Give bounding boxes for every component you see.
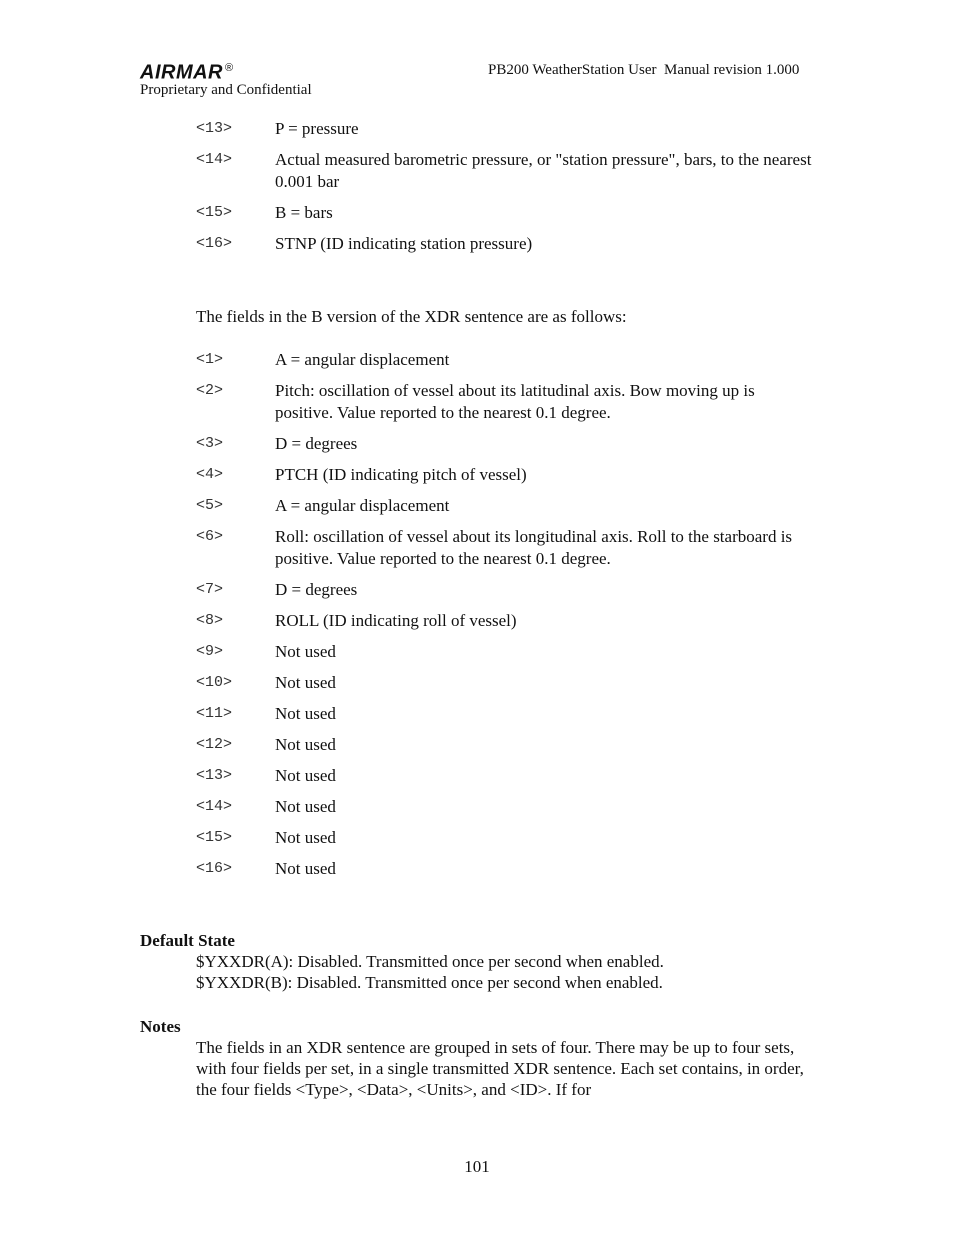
field-list-b — [196, 349, 816, 889]
field-key: <15> — [196, 829, 233, 846]
document-title: PB200 WeatherStation User Manual revision 1.000 — [488, 62, 800, 78]
default-state-line: $YXXDR(A): Disabled. Transmitted once per second when enabled. — [196, 952, 664, 971]
field-key: <8> — [196, 612, 224, 629]
field-value: Roll: oscillation of vessel about its longitudinal axis. Roll to the starboard is positive. Value reported to the nearest 0.1 degree. — [275, 527, 793, 568]
notes-body: The fields in an XDR sentence are grouped in sets of four. There may be up to four sets, with four fields per set, in a single transmitted XDR sentence. Each set contains, in order, the four fields <Type>, <Data>, <Units>, and <ID>. If for — [196, 1038, 804, 1099]
brand-name: AIRMAR — [140, 61, 223, 84]
field-value: D = degrees — [275, 434, 358, 453]
default-state-line: $YXXDR(B): Disabled. Transmitted once per second when enabled. — [196, 973, 663, 992]
list-item — [196, 118, 816, 149]
field-key: <10> — [196, 674, 233, 691]
field-key: <16> — [196, 860, 233, 877]
list-item — [196, 526, 816, 579]
field-value: Not used — [275, 642, 336, 661]
default-state-heading: Default State — [140, 931, 235, 950]
default-state-body — [196, 951, 816, 993]
list-item — [196, 202, 816, 233]
list-item — [196, 349, 816, 380]
registered-mark: ® — [225, 62, 234, 74]
field-value: Pitch: oscillation of vessel about its latitudinal axis. Bow moving up is positive. Value reported to the nearest 0.1 degree. — [275, 381, 755, 422]
list-item — [196, 703, 816, 734]
list-item — [196, 495, 816, 526]
list-item — [196, 464, 816, 495]
field-key: <13> — [196, 767, 233, 784]
field-value: Not used — [275, 673, 336, 692]
notes-heading: Notes — [140, 1017, 181, 1036]
field-key: <16> — [196, 235, 233, 252]
field-value: Not used — [275, 704, 336, 723]
field-value: Not used — [275, 828, 336, 847]
field-key: <12> — [196, 736, 233, 753]
field-key: <7> — [196, 581, 224, 598]
field-value: B = bars — [275, 203, 333, 222]
field-list-a-tail — [196, 118, 816, 264]
field-key: <14> — [196, 151, 233, 168]
list-item — [196, 765, 816, 796]
list-item — [196, 858, 816, 889]
list-b-intro: The fields in the B version of the XDR sentence are as follows: — [196, 307, 627, 326]
field-value: Not used — [275, 735, 336, 754]
field-key: <13> — [196, 120, 233, 137]
field-key: <15> — [196, 204, 233, 221]
field-value: Not used — [275, 797, 336, 816]
list-item — [196, 380, 816, 433]
field-value: P = pressure — [275, 119, 359, 138]
field-key: <6> — [196, 528, 224, 545]
field-key: <5> — [196, 497, 224, 514]
field-value: Not used — [275, 766, 336, 785]
confidential-notice: Proprietary and Confidential — [140, 82, 312, 98]
list-item — [196, 641, 816, 672]
list-item — [196, 233, 816, 264]
field-value: STNP (ID indicating station pressure) — [275, 234, 533, 253]
field-value: ROLL (ID indicating roll of vessel) — [275, 611, 517, 630]
list-item — [196, 579, 816, 610]
field-value: Actual measured barometric pressure, or "station pressure", bars, to the nearest 0.001 bar — [275, 150, 812, 191]
field-key: <4> — [196, 466, 224, 483]
field-value: D = degrees — [275, 580, 358, 599]
list-item — [196, 433, 816, 464]
field-key: <1> — [196, 351, 224, 368]
field-key: <14> — [196, 798, 233, 815]
list-item — [196, 610, 816, 641]
list-item — [196, 796, 816, 827]
field-key: <9> — [196, 643, 224, 660]
field-value: PTCH (ID indicating pitch of vessel) — [275, 465, 527, 484]
field-value: Not used — [275, 859, 336, 878]
field-key: <11> — [196, 705, 233, 722]
field-key: <3> — [196, 435, 224, 452]
list-item — [196, 149, 816, 202]
list-item — [196, 734, 816, 765]
list-item — [196, 827, 816, 858]
field-value: A = angular displacement — [275, 496, 450, 515]
field-value: A = angular displacement — [275, 350, 450, 369]
page-number: 101 — [464, 1157, 490, 1176]
list-item — [196, 672, 816, 703]
field-key: <2> — [196, 382, 224, 399]
